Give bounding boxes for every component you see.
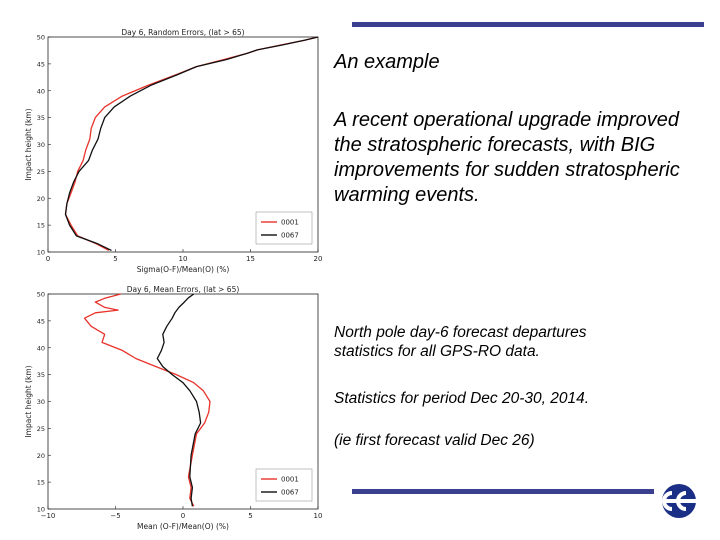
- bottom-accent-bar: [352, 489, 654, 494]
- first-forecast-paragraph: (ie first forecast valid Dec 26): [334, 432, 535, 449]
- legend-label-0067: 0067: [281, 488, 299, 497]
- x-tick-label: 15: [246, 255, 255, 263]
- y-tick-label: 25: [36, 424, 45, 433]
- y-tick-label: 20: [36, 194, 45, 203]
- y-axis-label: Impact height (km): [24, 108, 33, 181]
- y-tick-label: 35: [36, 114, 45, 123]
- y-tick-label: 30: [36, 141, 45, 149]
- x-tick-label: 20: [313, 255, 323, 263]
- mean-errors-chart: [22, 283, 326, 537]
- legend-label-0067: 0067: [281, 231, 299, 240]
- ecmwf-logo-icon: [660, 482, 704, 520]
- north-pole-paragraph: North pole day-6 forecast departures statistics for all GPS-RO data.: [334, 324, 587, 360]
- x-tick-label: 10: [178, 255, 188, 263]
- period-paragraph: Statistics for period Dec 20-30, 2014.: [334, 390, 590, 407]
- upgrade-paragraph: A recent operational upgrade improved the stratospheric forecasts, with BIG improvements for sudden stratospheric warming events.: [334, 109, 680, 206]
- y-tick-label: 30: [36, 398, 45, 406]
- y-tick-label: 10: [36, 248, 45, 257]
- chart-title: Day 6, Mean Errors, (lat > 65): [126, 285, 240, 294]
- x-tick-label: 10: [313, 512, 323, 520]
- x-tick-label: −10: [40, 512, 56, 520]
- y-tick-label: 25: [36, 167, 45, 176]
- legend-label-0001: 0001: [281, 475, 299, 484]
- random-errors-chart: [22, 26, 326, 278]
- x-tick-label: 0: [180, 512, 186, 520]
- x-tick-label: 0: [45, 255, 51, 263]
- y-tick-label: 35: [36, 371, 45, 380]
- y-tick-label: 15: [36, 478, 45, 487]
- slide-heading: An example: [334, 51, 440, 73]
- y-tick-label: 45: [36, 317, 45, 326]
- x-axis-label: Sigma(O-F)/Mean(O) (%): [136, 265, 230, 274]
- legend-label-0001: 0001: [281, 218, 299, 227]
- y-tick-label: 15: [36, 221, 45, 230]
- y-tick-label: 50: [36, 290, 45, 299]
- x-tick-label: 5: [113, 255, 118, 263]
- y-tick-label: 40: [36, 344, 45, 353]
- x-axis-label: Mean (O-F)/Mean(O) (%): [137, 522, 229, 531]
- y-tick-label: 45: [36, 60, 45, 69]
- x-tick-label: −5: [110, 512, 121, 520]
- y-tick-label: 20: [36, 451, 45, 460]
- top-accent-bar: [352, 22, 704, 27]
- x-tick-label: 5: [248, 512, 253, 520]
- y-tick-label: 10: [36, 505, 45, 514]
- chart-title: Day 6, Random Errors, (lat > 65): [121, 28, 245, 37]
- y-tick-label: 40: [36, 87, 45, 96]
- y-tick-label: 50: [36, 33, 45, 42]
- y-axis-label: Impact height (km): [24, 365, 33, 438]
